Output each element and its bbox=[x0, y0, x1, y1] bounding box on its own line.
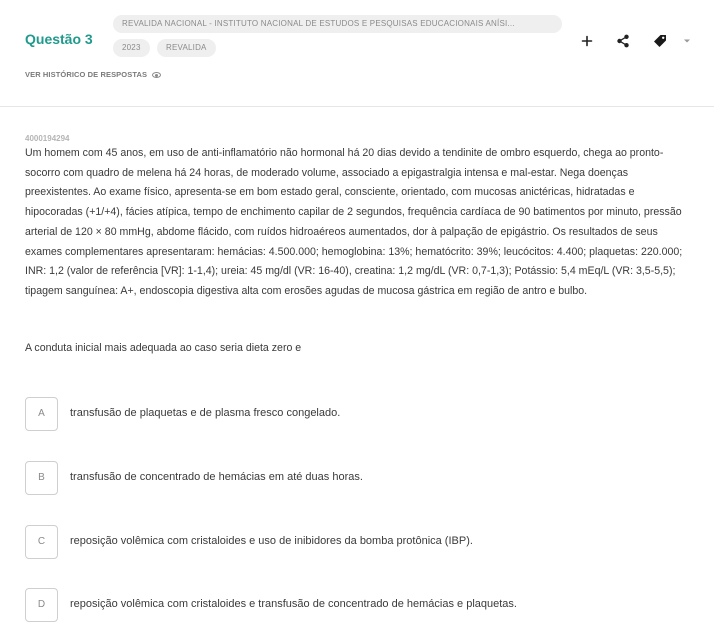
share-button[interactable] bbox=[615, 33, 631, 49]
eye-icon bbox=[152, 72, 161, 78]
year-chip[interactable]: 2023 bbox=[113, 39, 150, 57]
history-link[interactable] bbox=[25, 70, 161, 79]
share-icon bbox=[615, 33, 631, 49]
option-c[interactable] bbox=[25, 525, 685, 559]
exam-chip[interactable]: REVALIDA bbox=[157, 39, 216, 57]
question-id: 4000194294 bbox=[25, 134, 70, 143]
option-text: transfusão de plaquetas e de plasma fresco congelado. bbox=[70, 407, 341, 419]
question-stem: Um homem com 45 anos, em uso de anti-inflamatório não hormonal há 20 dias devido a tendinite de ombro esquerdo, chega ao pronto-socorro com quadro de melena há 24 horas, de moderado volume, associado a epigastralgia intensa e mal-estar. Nega doenças preexistentes. Ao exame físico, apresenta-se em bom estado geral, consciente, orientado, com mucosas anictéricas, hidratadas e hipocoradas (+1/+4), fácies atípica, tempo de enchimento capilar de 2 segundos, frequência cardíaca de 90 batimentos por minuto, pressão arterial de 120 × 80 mmHg, abdome flácido, com ruídos hidroaéreos aumentados, dor à palpação de epigástrio. Os resultados de seus exames complementares apresentaram: hemácias: 4.500.000; hemoglobina: 13%; hematócrito: 39%; leucócitos: 4.400; plaquetas: 220.000; INR: 1,2 (valor de referência [VR]: 1-1,4); ureia: 45 mg/dl (VR: 16-40), creatina: 1,2 mg/dL (VR: 0,7-1,3); Potássio: 5,4 mEq/L (VR: 3,5-5,5); tipagem sanguínea: A+, endoscopia digestiva alta com erosões agudas de mucosa gástrica em região de antro e bulbo. bbox=[25, 147, 683, 297]
tag-icon bbox=[652, 33, 668, 49]
add-button[interactable] bbox=[579, 33, 595, 49]
option-a[interactable] bbox=[25, 397, 685, 431]
option-d[interactable] bbox=[25, 588, 685, 622]
tag-button[interactable] bbox=[652, 33, 668, 49]
option-text: transfusão de concentrado de hemácias em até duas horas. bbox=[70, 471, 363, 483]
option-b[interactable] bbox=[25, 461, 685, 495]
source-chip[interactable]: REVALIDA NACIONAL - INSTITUTO NACIONAL DE ESTUDOS E PESQUISAS EDUCACIONAIS ANÍSI... bbox=[113, 15, 562, 33]
more-options-button[interactable] bbox=[682, 36, 692, 46]
option-text: reposição volêmica com cristaloides e transfusão de concentrado de hemácias e plaquetas. bbox=[70, 598, 517, 610]
option-text: reposição volêmica com cristaloides e uso de inibidores da bomba protônica (IBP). bbox=[70, 535, 473, 547]
chevron-down-icon bbox=[682, 36, 692, 46]
question-title: Questão 3 bbox=[25, 31, 93, 47]
option-letter: D bbox=[25, 588, 58, 622]
history-link-label: VER HISTÓRICO DE RESPOSTAS bbox=[25, 70, 148, 79]
option-letter: A bbox=[25, 397, 58, 431]
option-letter: B bbox=[25, 461, 58, 495]
question-prompt: A conduta inicial mais adequada ao caso seria dieta zero e bbox=[25, 342, 302, 354]
option-letter: C bbox=[25, 525, 58, 559]
question-header bbox=[0, 0, 714, 107]
plus-icon bbox=[579, 33, 595, 49]
